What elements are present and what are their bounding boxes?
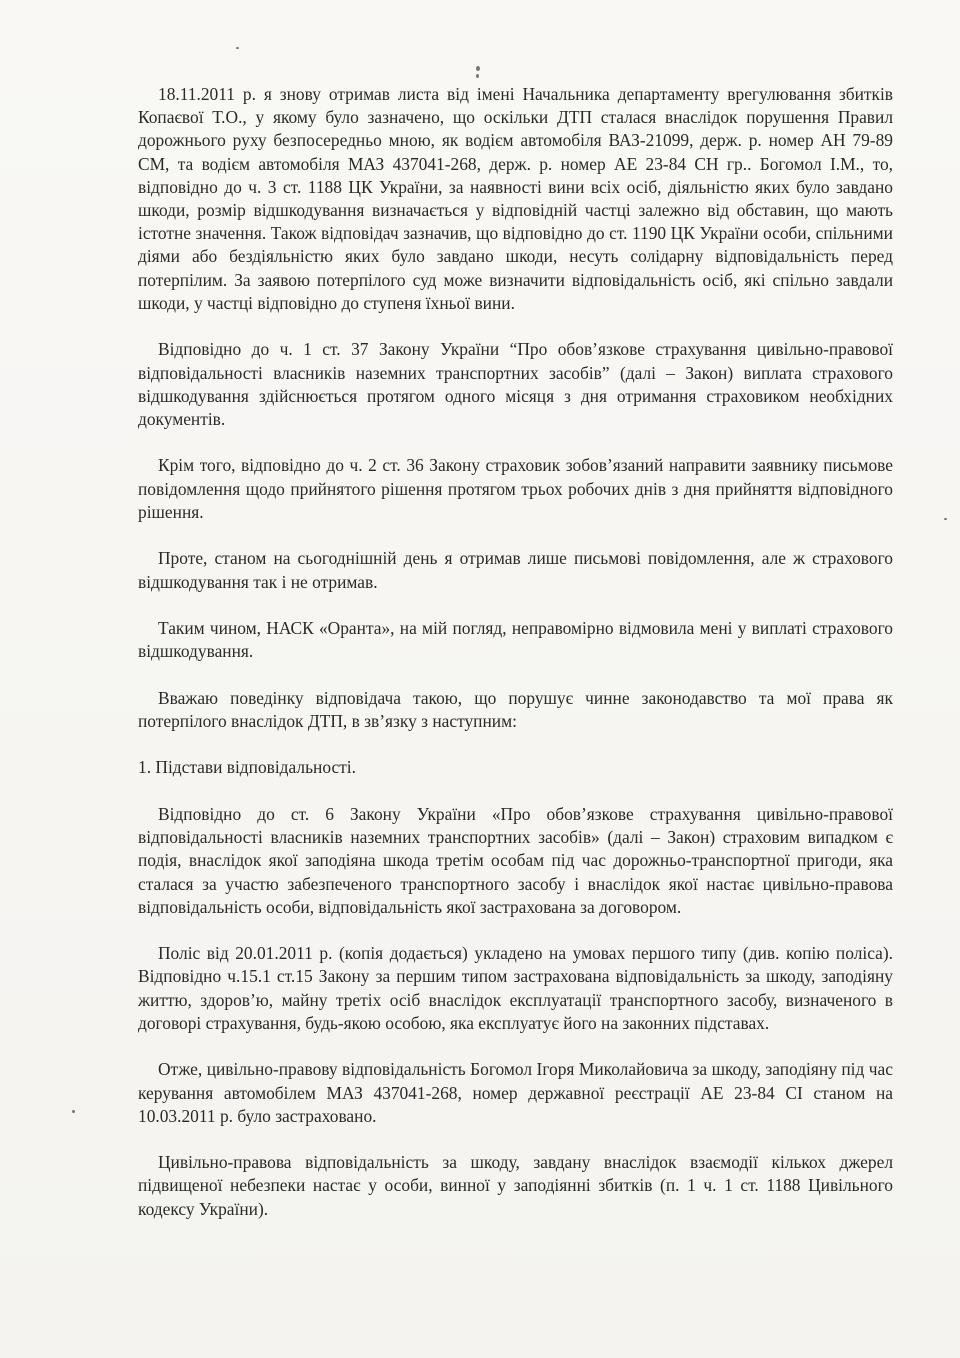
scan-speck [72,1110,75,1113]
document-body [138,83,893,1221]
scan-speck [476,74,479,78]
paragraph-policy: Поліс від 20.01.2011 р. (копія додається) укладено на умовах першого типу (див. копію поліса). Відповідно ч.15.1 ст.15 Закону за першим типом застрахована відповідальність за шкоду, заподіяну життю, здоров’ю, майну третіх осіб внаслідок експлуатації транспортного засобу, визначеного в договорі страхування, будь-якою особою, яка експлуатує його на законних підставах. [138,943,893,1033]
paragraph-oranta-refusal: Таким чином, НАСК «Оранта», на мій погляд, неправомірно відмовила мені у виплаті страхового відшкодування. [138,618,893,662]
paragraph-defendant-behaviour: Вважаю поведінку відповідача такою, що порушує чинне законодавство та мої права як потерпілого внаслідок ДТП, в зв’язку з наступним: [138,687,893,731]
paragraph-letter-from-department: 18.11.2011 р. я знову отримав листа від імені Начальника департаменту врегулювання збитків Копаєвої Т.О., у якому було зазначено, що оскільки ДТП сталася внаслідок порушення Правил дорожнього руху безпосередньо мною, як водієм автомобіля ВАЗ-21099, держ. р. номер АН 79-89 СМ, та водієм автомобіля МАЗ 437041-268, держ. р. номер АЕ 23-84 СН гр.. Богомол І.М., то, відповідно до ч. 3 ст. 1188 ЦК України, за наявності вини всіх осіб, діяльністю яких було завдано шкоди, розмір відшкодування визначається у відповідній частці залежно від обставин, що мають істотне значення. Також відповідач зазначив, що відповідно до ст. 1190 ЦК України особи, спільними діями або бездіяльністю яких було завдано шкоди, несуть солідарну відповідальність перед потерпілим. За заявою потерпілого суд може визначити відповідальність осіб, які спільно завдали шкоди, у частці відповідно до ступеня їхньої вини. [138,84,893,313]
scan-speck [236,47,239,49]
paragraph-civil-liability: Цивільно-правова відповідальність за шкоду, завдану внаслідок взаємодії кількох джерел підвищеної небезпеки настає у особи, винної у заподіянні збитків (п. 1 ч. 1 ст. 1188 Цивільного кодексу України). [138,1152,893,1219]
paragraph-only-notifications: Проте, станом на сьогоднішній день я отримав лише письмові повідомлення, але ж страхового відшкодування так і не отримав. [138,548,893,592]
scan-speck [944,518,947,520]
paragraph-article-37: Відповідно до ч. 1 ст. 37 Закону України “Про обов’язкове страхування цивільно-правової відповідальності власників наземних транспортних засобів” (далі – Закон) виплата страхового відшкодування здійснюється протягом одного місяця з дня отримання страховиком необхідних документів. [138,339,893,429]
paragraph-article-36: Крім того, відповідно до ч. 2 ст. 36 Закону страховик зобов’язаний направити заявнику письмове повідомлення щодо прийнятого рішення протягом трьох робочих днів з дня прийняття відповідного рішення. [138,455,893,522]
scan-speck [476,66,480,71]
section-heading-grounds-of-liability: 1. Підстави відповідальності. [138,757,356,778]
paragraph-article-6: Відповідно до ст. 6 Закону України «Про обов’язкове страхування цивільно-правової відповідальності власників наземних транспортних засобів» (далі – Закон) страховим випадком є подія, внаслідок якої заподіяна шкода третім особам під час дорожньо-транспортної пригоди, яка сталася за участю забезпеченого транспортного засобу і внаслідок якої настає цивільно-правова відповідальність особи, відповідальність якої застрахована за договором. [138,803,893,917]
paragraph-liability-insured: Отже, цивільно-правову відповідальність Богомол Ігоря Миколайовича за шкоду, заподіяну під час керування автомобілем МАЗ 437041-268, номер державної реєстрації АЕ 23-84 СІ станом на 10.03.2011 р. було застраховано. [138,1059,893,1126]
